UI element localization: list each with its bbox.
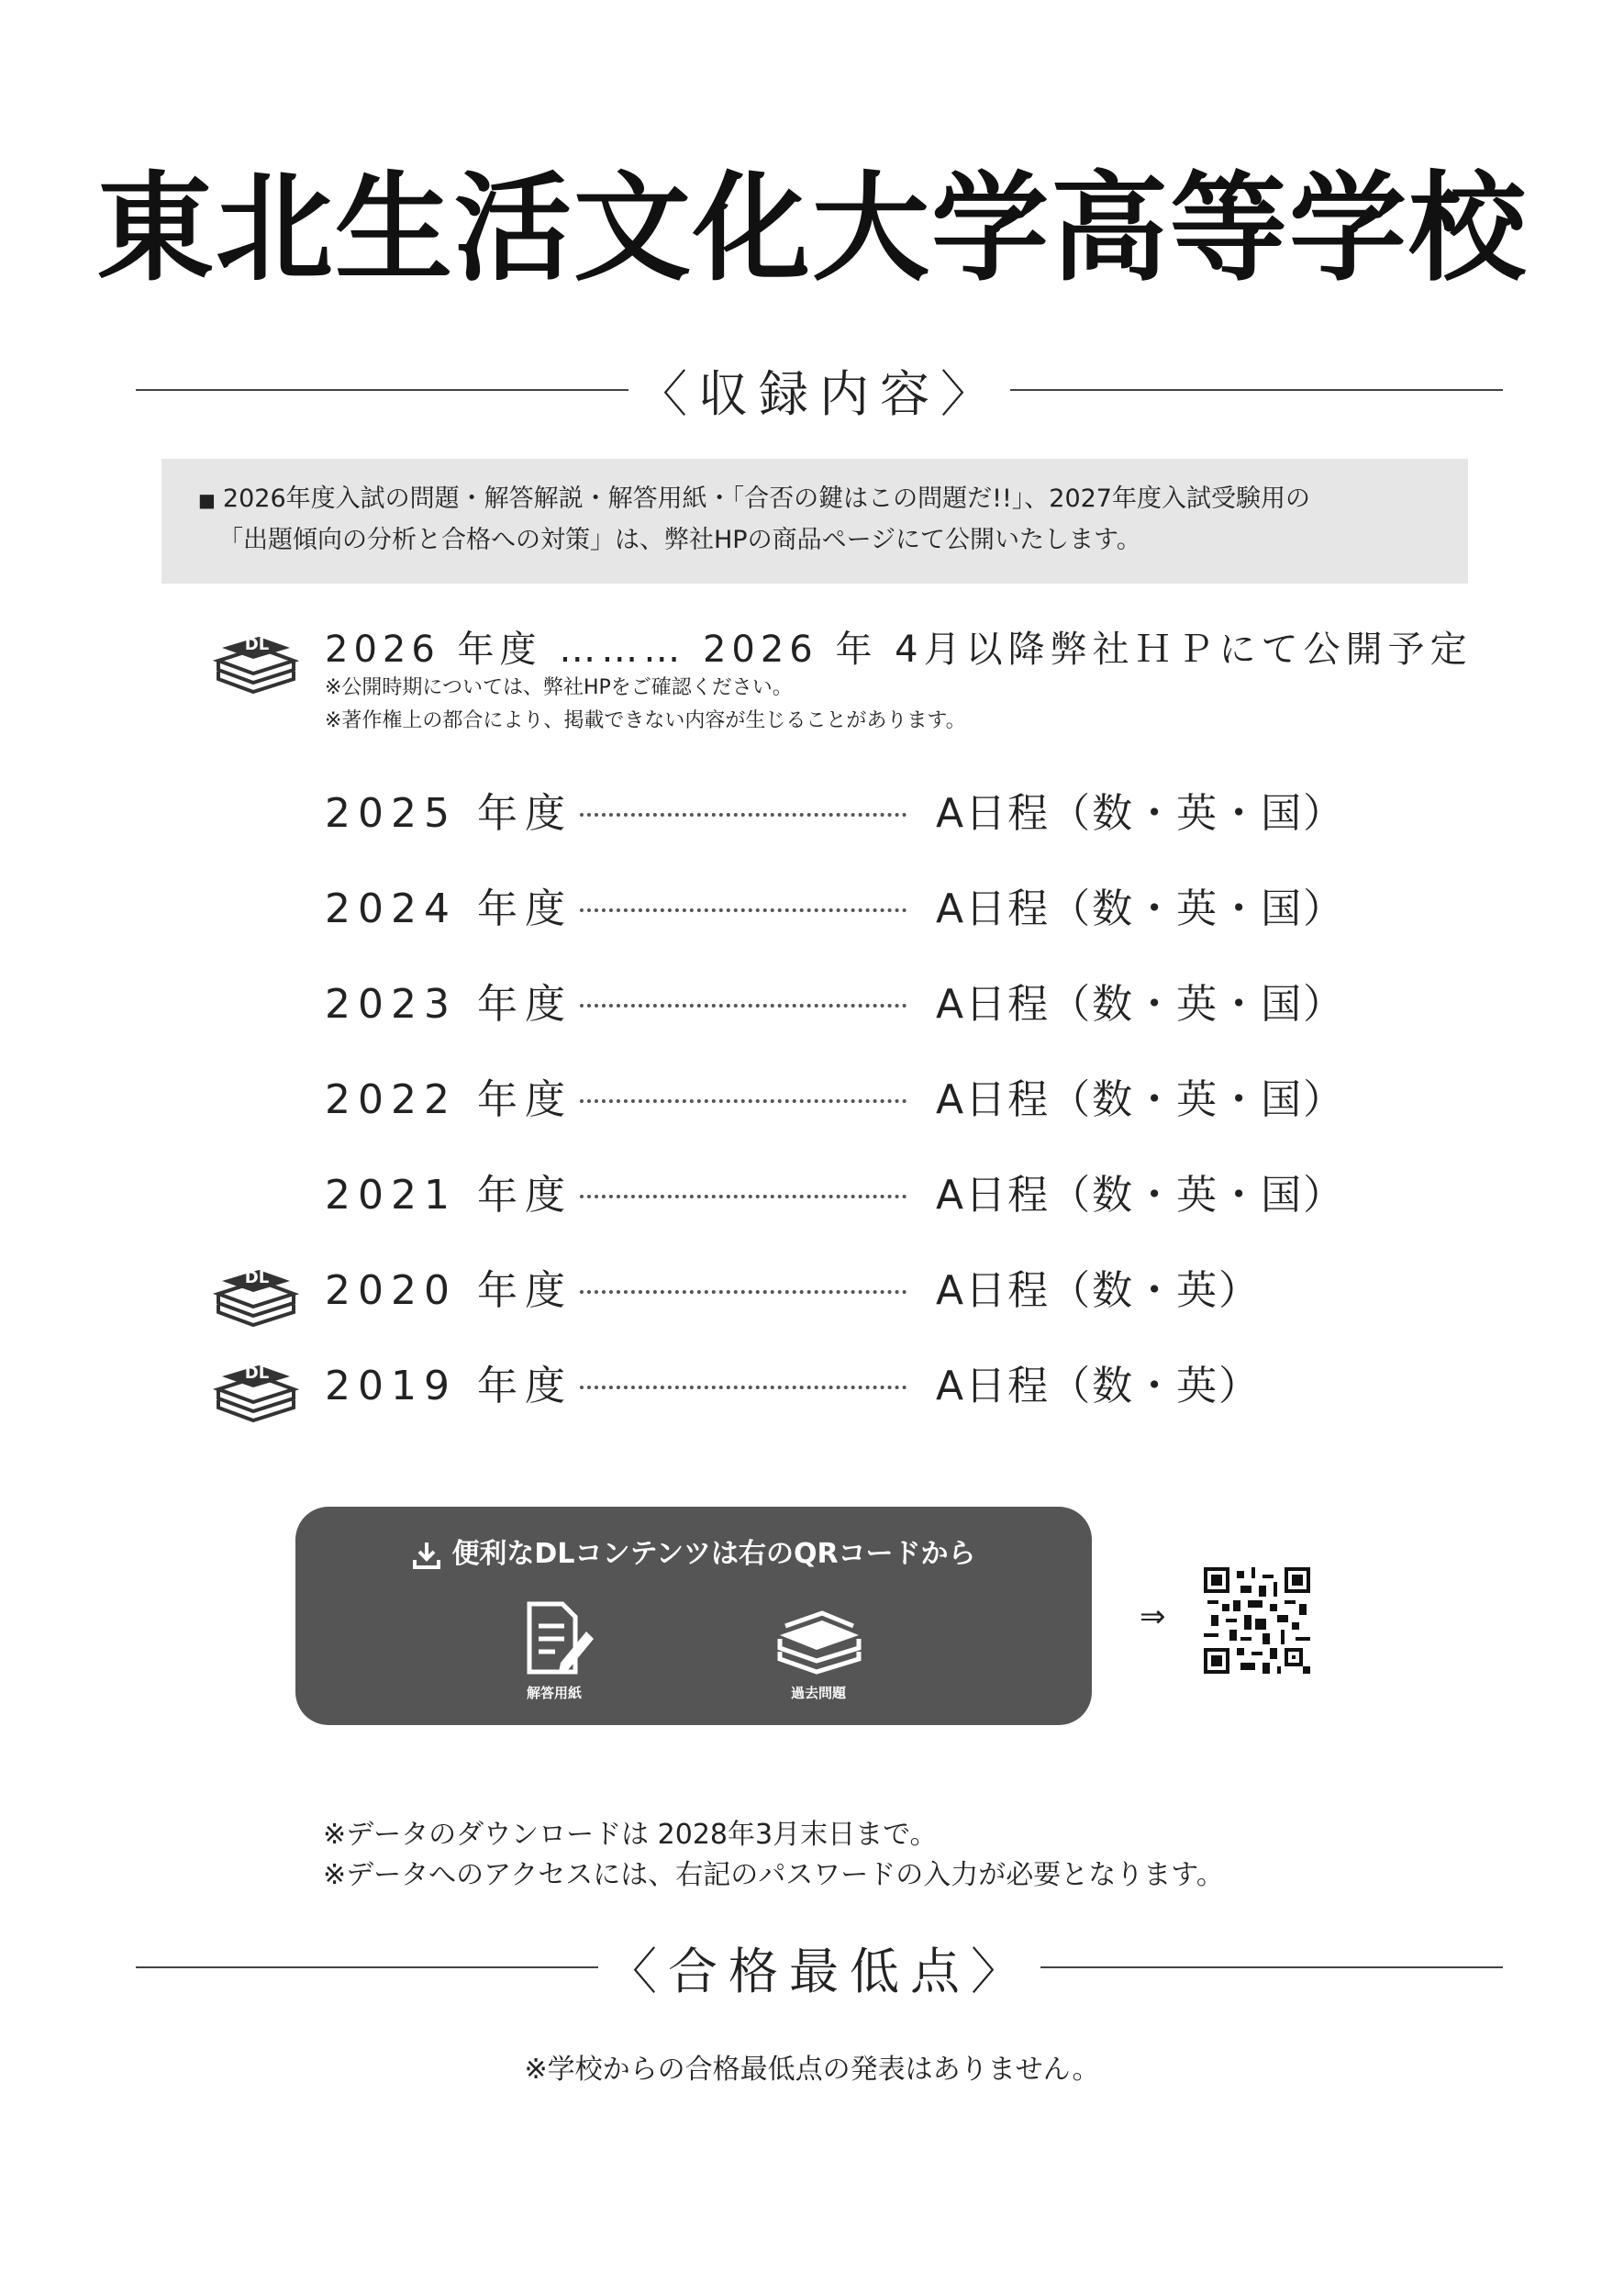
answer-sheet-label: 解答用紙 [526, 1685, 582, 1701]
notice-box [161, 459, 1468, 584]
heading-rule-left [136, 1966, 598, 1968]
answer-sheet-tile[interactable] [499, 1598, 609, 1702]
dotted-leader [580, 1290, 907, 1294]
entry-content: A日程（数・英・国） [936, 1172, 1346, 1219]
entry-content: A日程（数・英・国） [936, 790, 1346, 837]
entry-year: 2020 年度 [325, 1267, 573, 1314]
entry-content: A日程（数・英・国） [936, 1076, 1346, 1123]
dl-content-panel [295, 1507, 1092, 1725]
dl-icon-text: DL [244, 1364, 270, 1383]
heading-rule-right [1040, 1966, 1503, 1968]
entry-year: 2023 年度 [325, 981, 573, 1028]
entry-content: A日程（数・英） [936, 1267, 1262, 1314]
contents-heading-label: 〈収録内容〉 [638, 364, 1001, 423]
past-exams-tile[interactable] [763, 1598, 873, 1702]
entry-row [211, 872, 1404, 936]
minscore-heading-label: 〈合格最低点〉 [607, 1942, 1031, 2000]
download-notes [323, 1815, 1224, 1896]
entry-row [211, 1349, 1404, 1413]
dl-panel-title [295, 1531, 1092, 1571]
heading-rule-left [136, 389, 628, 391]
dl-books-icon [211, 1253, 299, 1327]
entry-year: 2024 年度 [325, 885, 573, 932]
dotted-leader [580, 1099, 907, 1103]
dl-icon-text: DL [244, 1268, 270, 1287]
minscore-note: ※学校からの合格最低点の発表はありません。 [524, 2054, 1100, 2086]
entry-row [211, 1158, 1404, 1222]
entry-2026-note-1: ※公開時期については、弊社HPをご確認ください。 [325, 676, 793, 699]
notice-line-2: 「出題傾向の分析と合格への対策」は、弊社HPの商品ページにて公開いたします。 [218, 526, 1141, 554]
entry-row [211, 776, 1404, 841]
entry-row [211, 967, 1404, 1031]
answer-sheet-icon [513, 1598, 595, 1677]
entry-year: 2021 年度 [325, 1172, 573, 1219]
entry-content: A日程（数・英） [936, 1363, 1262, 1409]
dl-icon-text: DL [244, 635, 270, 654]
books-icon [773, 1598, 864, 1677]
entry-year: 2019 年度 [325, 1363, 573, 1409]
entry-2026 [211, 620, 1473, 732]
notice-bullet: ■ [198, 489, 216, 511]
download-icon [411, 1540, 442, 1571]
dotted-leader [580, 813, 907, 817]
entry-2026-line: 2026 年度 ……… 2026 年 4月以降弊社ＨＰにて公開予定 [325, 629, 1473, 671]
arrow-right: ⇒ [1140, 1598, 1166, 1635]
heading-rule-right [1010, 389, 1503, 391]
contents-heading [136, 353, 1503, 427]
dotted-leader [580, 908, 907, 912]
dl-books-icon [211, 1349, 299, 1422]
entry-2026-note-2: ※著作権上の都合により、掲載できない内容が生じることがあります。 [325, 709, 966, 732]
school-title: 東北生活文化大学高等学校 [95, 161, 1528, 297]
entry-content: A日程（数・英・国） [936, 885, 1346, 932]
notice-text-1: 2026年度入試の問題・解答解説・解答用紙・「合否の鍵はこの問題だ!!」、2027年度入試受験用の [222, 484, 1310, 513]
download-note-1: ※データのダウンロードは 2028年3月末日まで。 [323, 1819, 938, 1851]
entry-row [211, 1063, 1404, 1127]
entry-year: 2025 年度 [325, 790, 573, 837]
dotted-leader [580, 1004, 907, 1008]
dotted-leader [580, 1195, 907, 1198]
download-note-2: ※データへのアクセスには、右記のパスワードの入力が必要となります。 [323, 1859, 1224, 1891]
qr-code[interactable] [1204, 1567, 1310, 1674]
minscore-heading [136, 1931, 1503, 2004]
dotted-leader [580, 1386, 907, 1389]
entry-year: 2022 年度 [325, 1076, 573, 1123]
dl-books-icon [211, 620, 299, 694]
entry-row [211, 1253, 1404, 1318]
entry-content: A日程（数・英・国） [936, 981, 1346, 1028]
past-exams-label: 過去問題 [790, 1685, 846, 1701]
dl-panel-title-text: 便利なDLコンテンツは右のQRコードから [451, 1538, 976, 1570]
notice-line-1 [198, 479, 1431, 520]
